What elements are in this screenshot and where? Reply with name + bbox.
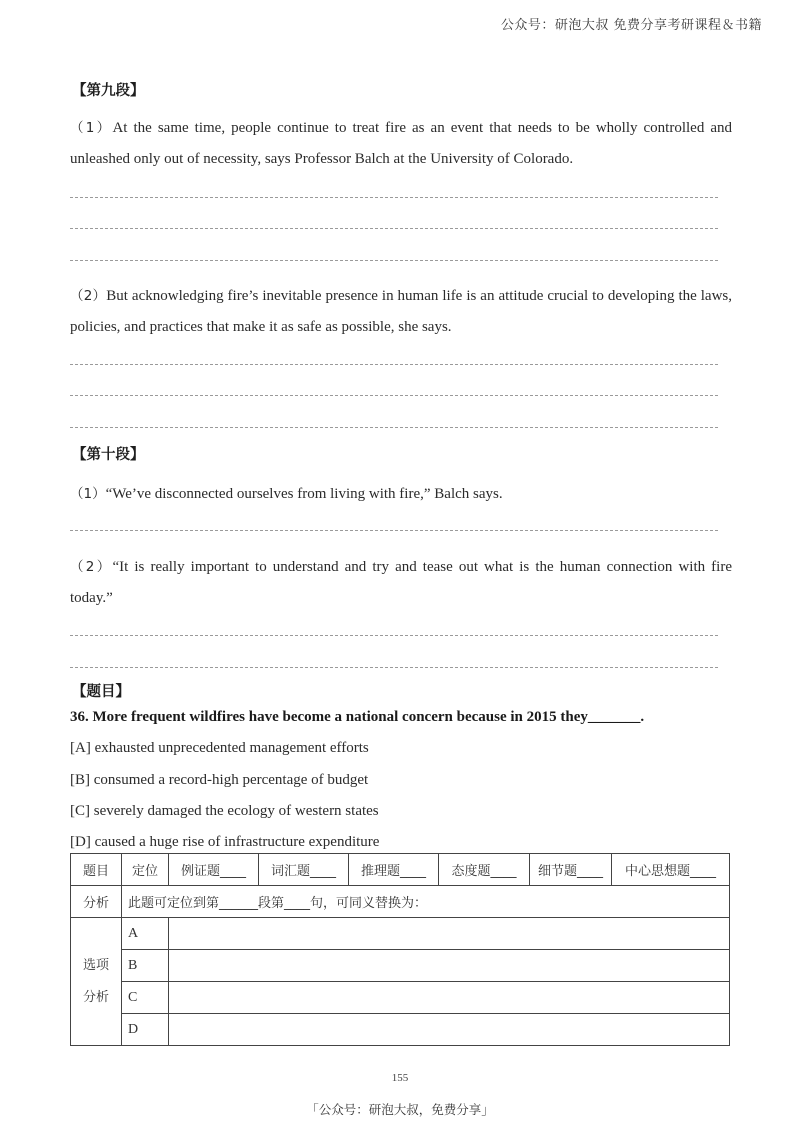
option-b: [B] consumed a record-high percentage of budget (70, 772, 369, 788)
sentence-number: （2） (70, 559, 113, 575)
page-header: 公众号：研泡大叔 免费分享考研课程＆书籍 (500, 18, 762, 33)
question-section-title: 【题目】 (72, 684, 130, 700)
answer-line (70, 197, 718, 198)
answer-line (70, 635, 718, 636)
question-stem: 36. More frequent wildfires have become a national concern because in 2015 they_______. (70, 709, 645, 725)
section-10-sentence-1 (70, 479, 732, 510)
locate-row (71, 886, 730, 918)
sentence-number: （1） (70, 486, 106, 502)
option-analysis-label (71, 918, 122, 1046)
locate-instruction: 此题可定位到第______段第____句，可同义替换为： (122, 886, 730, 918)
section-10-title: 【第十段】 (72, 447, 145, 463)
option-row-d (71, 1014, 730, 1046)
type-inference: 推理题____ (349, 854, 439, 886)
section-9-sentence-1 (70, 113, 732, 175)
sentence-text: “It is really important to understand and try and tease out what is the human connection with fire today.” (70, 559, 732, 606)
section-9-sentence-2 (70, 281, 732, 343)
analysis-table (70, 853, 730, 1046)
row-label-analysis: 分析 (71, 886, 122, 918)
answer-line (70, 667, 718, 668)
sentence-text: At the same time, people continue to treat fire as an event that needs to be wholly controlled and unleashed only out of necessity, says Professor Balch at the University of Colorado. (70, 120, 733, 167)
answer-line (70, 530, 718, 531)
option-answer-cell[interactable] (169, 950, 730, 982)
sentence-text: “We’ve disconnected ourselves from living with fire,” Balch says. (105, 486, 503, 502)
row-label-question: 题目 (71, 854, 122, 886)
answer-line (70, 260, 718, 261)
sentence-text: But acknowledging fire’s inevitable presence in human life is an attitude crucial to developing the laws, policies, and practices that make it as safe as possible, she says. (70, 288, 733, 335)
answer-line (70, 427, 718, 428)
answer-line (70, 395, 718, 396)
option-c: [C] severely damaged the ecology of western states (70, 803, 379, 819)
footer-note: 「公众号：研泡大叔，免费分享」 (306, 1102, 494, 1117)
option-label-line-2: 分析 (82, 989, 109, 1005)
section-10-sentence-2 (70, 552, 732, 614)
option-row-c (71, 982, 730, 1014)
option-letter: A (122, 918, 169, 950)
page-number: 155 (391, 1072, 409, 1084)
type-detail: 细节题____ (530, 854, 612, 886)
sentence-number: （2） (70, 288, 107, 304)
option-letter: B (122, 950, 169, 982)
type-attitude: 态度题____ (439, 854, 530, 886)
option-row-b (71, 950, 730, 982)
option-a: [A] exhausted unprecedented management efforts (70, 740, 369, 756)
question-type-row (71, 854, 730, 886)
option-row-a (71, 918, 730, 950)
section-9-title: 【第九段】 (72, 83, 145, 99)
option-answer-cell[interactable] (169, 982, 730, 1014)
option-letter: D (122, 1014, 169, 1046)
option-answer-cell[interactable] (169, 1014, 730, 1046)
answer-line (70, 364, 718, 365)
option-letter: C (122, 982, 169, 1014)
sentence-number: （1） (70, 120, 113, 136)
type-example: 例证题____ (169, 854, 259, 886)
answer-line (70, 228, 718, 229)
option-answer-cell[interactable] (169, 918, 730, 950)
option-label-line-1: 选项 (82, 957, 109, 973)
type-main-idea: 中心思想题____ (612, 854, 730, 886)
option-d: [D] caused a huge rise of infrastructure expenditure (70, 834, 380, 850)
locate-label: 定位 (122, 854, 169, 886)
type-vocabulary: 词汇题____ (259, 854, 349, 886)
